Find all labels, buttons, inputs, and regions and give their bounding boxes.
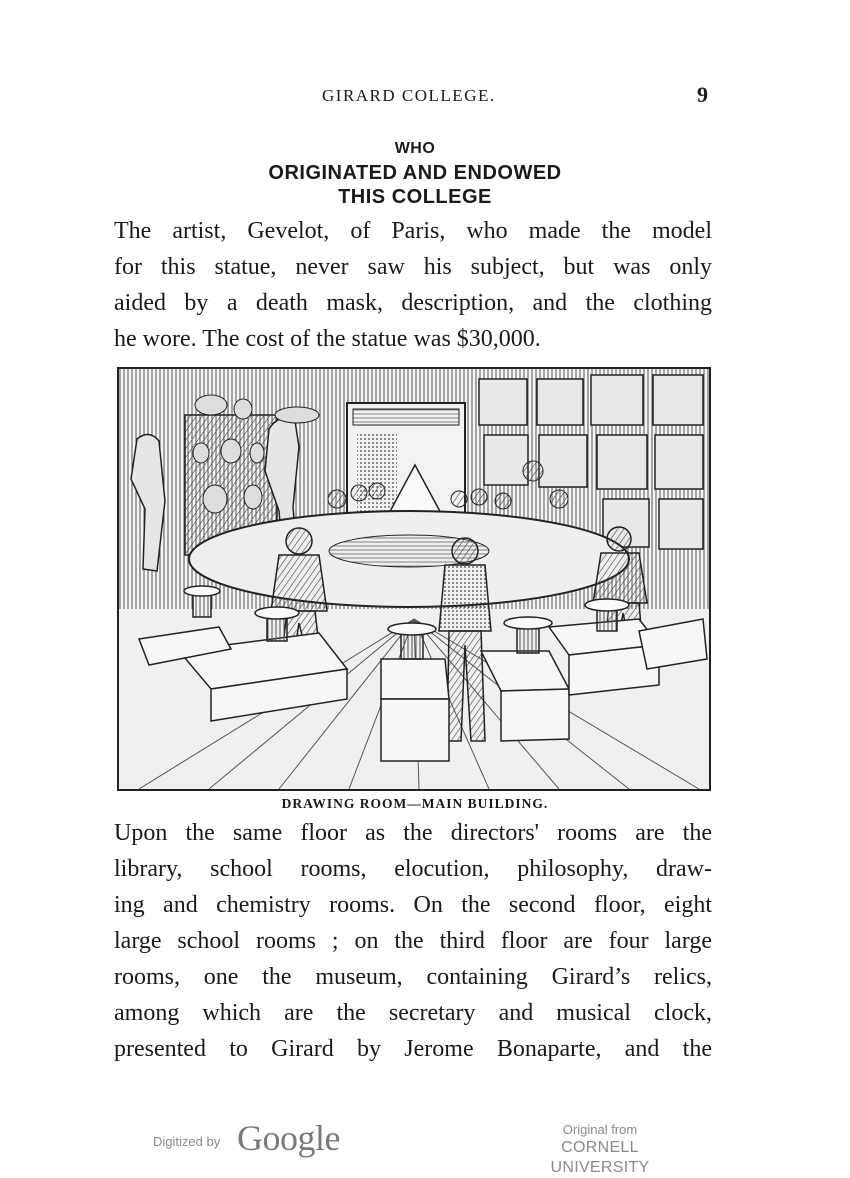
running-title: GIRARD COLLEGE. (322, 86, 496, 105)
paragraph-statue (114, 213, 712, 357)
google-logo: Google (237, 1118, 340, 1158)
engraving-drawing-room (117, 367, 711, 791)
text-line: The artist, Gevelot, of Paris, who made the model (114, 218, 712, 244)
text-line: he wore. The cost of the statue was $30,000. (114, 326, 541, 352)
text-line: presented to Girard by Jerome Bonaparte, and the (114, 1036, 712, 1062)
text-line: rooms, one the museum, containing Girard’s relics, (114, 964, 712, 990)
text-line: library, school rooms, elocution, philosophy, draw- (114, 856, 712, 882)
text-line: ing and chemistry rooms. On the second floor, eight (114, 892, 712, 918)
figure-caption: DRAWING ROOM—MAIN BUILDING. (281, 796, 549, 811)
original-from-label: Original from (562, 1122, 638, 1137)
engraving-illustration (119, 369, 709, 789)
text-line: Upon the same floor as the directors' rooms are the (114, 820, 712, 846)
original-from-watermark (510, 1121, 690, 1178)
text-line: for this statue, never saw his subject, but was only (114, 254, 712, 280)
text-line: among which are the secretary and musical clock, (114, 1000, 712, 1026)
text-line: aided by a death mask, description, and the clothing (114, 290, 712, 316)
page-number: 9 (697, 82, 708, 107)
section-heading-line-1: WHO (394, 140, 436, 157)
section-heading-line-3: THIS COLLEGE (338, 186, 492, 208)
section-heading-line-2: ORIGINATED AND ENDOWED (268, 162, 562, 184)
paragraph-rooms (114, 815, 712, 1067)
institution-name: CORNELL UNIVERSITY (550, 1139, 650, 1176)
text-line: large school rooms ; on the third floor are four large (114, 928, 712, 954)
digitized-by-label: Digitized by (153, 1134, 221, 1149)
running-head (0, 82, 850, 110)
